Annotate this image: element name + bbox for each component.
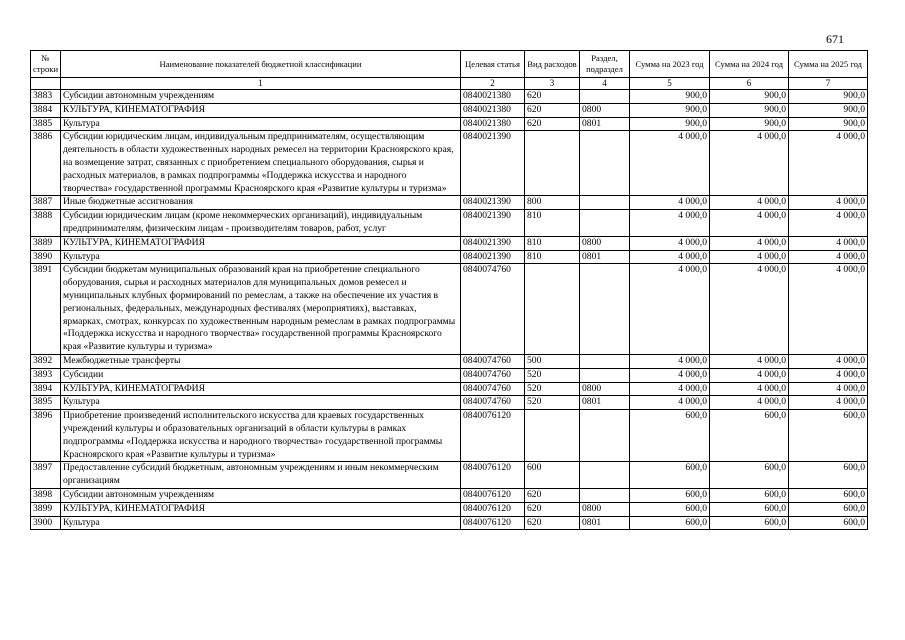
row-number: 3885 bbox=[31, 117, 61, 131]
row-target-article: 0840021390 bbox=[461, 236, 525, 250]
header-sum-2024: Сумма на 2024 год bbox=[710, 51, 789, 78]
row-expense-type: 500 bbox=[525, 354, 580, 368]
row-expense-type: 620 bbox=[525, 502, 580, 516]
row-sum-2023: 4 000,0 bbox=[630, 250, 710, 264]
row-number: 3893 bbox=[31, 368, 61, 382]
column-numbers-row bbox=[31, 78, 868, 90]
row-sum-2023: 4 000,0 bbox=[630, 368, 710, 382]
row-expense-type: 600 bbox=[525, 462, 580, 489]
row-sum-2024: 4 000,0 bbox=[710, 264, 789, 355]
table-row bbox=[31, 368, 868, 382]
row-target-article: 0840021390 bbox=[461, 210, 525, 237]
row-sum-2025: 4 000,0 bbox=[789, 264, 868, 355]
row-section: 0800 bbox=[580, 236, 630, 250]
table-row bbox=[31, 502, 868, 516]
row-expense-type: 520 bbox=[525, 396, 580, 410]
row-section: 0800 bbox=[580, 382, 630, 396]
row-sum-2025: 900,0 bbox=[789, 103, 868, 117]
table-row bbox=[31, 264, 868, 355]
row-sum-2023: 600,0 bbox=[630, 462, 710, 489]
row-sum-2024: 900,0 bbox=[710, 90, 789, 104]
column-number: 6 bbox=[710, 78, 789, 90]
row-name: Культура bbox=[61, 396, 461, 410]
row-sum-2024: 600,0 bbox=[710, 410, 789, 462]
row-section: 0800 bbox=[580, 502, 630, 516]
row-sum-2025: 4 000,0 bbox=[789, 196, 868, 210]
row-sum-2024: 4 000,0 bbox=[710, 210, 789, 237]
row-section bbox=[580, 354, 630, 368]
row-target-article: 0840021380 bbox=[461, 90, 525, 104]
row-target-article: 0840074760 bbox=[461, 368, 525, 382]
row-expense-type: 800 bbox=[525, 196, 580, 210]
header-sum-2023: Сумма на 2023 год bbox=[630, 51, 710, 78]
column-number: 7 bbox=[789, 78, 868, 90]
table-row bbox=[31, 382, 868, 396]
row-name: Предоставление субсидий бюджетным, автономным учреждениям и иным некоммерческим организациям bbox=[61, 462, 461, 489]
header-name: Наименование показателей бюджетной классификации bbox=[61, 51, 461, 78]
row-sum-2024: 4 000,0 bbox=[710, 368, 789, 382]
row-number: 3890 bbox=[31, 250, 61, 264]
row-sum-2025: 600,0 bbox=[789, 462, 868, 489]
row-name: Иные бюджетные ассигнования bbox=[61, 196, 461, 210]
row-sum-2023: 4 000,0 bbox=[630, 236, 710, 250]
row-expense-type: 620 bbox=[525, 117, 580, 131]
row-section bbox=[580, 90, 630, 104]
row-name: Субсидии автономным учреждениям bbox=[61, 488, 461, 502]
row-sum-2023: 4 000,0 bbox=[630, 210, 710, 237]
row-target-article: 0840076120 bbox=[461, 488, 525, 502]
table-body bbox=[31, 90, 868, 530]
row-section bbox=[580, 131, 630, 196]
row-expense-type: 620 bbox=[525, 103, 580, 117]
row-expense-type: 810 bbox=[525, 250, 580, 264]
row-expense-type bbox=[525, 264, 580, 355]
row-section bbox=[580, 368, 630, 382]
row-sum-2025: 600,0 bbox=[789, 488, 868, 502]
row-sum-2025: 900,0 bbox=[789, 117, 868, 131]
table-row bbox=[31, 516, 868, 530]
row-sum-2023: 4 000,0 bbox=[630, 264, 710, 355]
table-row bbox=[31, 196, 868, 210]
row-name: Субсидии юридическим лицам, индивидуальным предпринимателям, осуществляющим деятельность в области художественных народных ремесел на территории Красноярского края, на возмещение затрат, связанных с приобретением специального оборудования, сырья и расходных материалов, в рамках подпрограммы «Поддержка искусства и народного творчества» государственной программы Красноярского края «Развитие культуры и туризма» bbox=[61, 131, 461, 196]
row-expense-type: 810 bbox=[525, 236, 580, 250]
row-sum-2024: 4 000,0 bbox=[710, 382, 789, 396]
column-number: 4 bbox=[580, 78, 630, 90]
row-name: КУЛЬТУРА, КИНЕМАТОГРАФИЯ bbox=[61, 236, 461, 250]
column-number bbox=[31, 78, 61, 90]
row-section bbox=[580, 462, 630, 489]
column-number: 3 bbox=[525, 78, 580, 90]
row-name: Межбюджетные трансферты bbox=[61, 354, 461, 368]
row-expense-type: 520 bbox=[525, 368, 580, 382]
row-sum-2024: 600,0 bbox=[710, 502, 789, 516]
row-name: Культура bbox=[61, 516, 461, 530]
row-section: 0801 bbox=[580, 516, 630, 530]
row-number: 3898 bbox=[31, 488, 61, 502]
row-number: 3896 bbox=[31, 410, 61, 462]
row-number: 3897 bbox=[31, 462, 61, 489]
row-name: Субсидии автономным учреждениям bbox=[61, 90, 461, 104]
header-target-article: Целевая статья bbox=[461, 51, 525, 78]
row-name: Субсидии юридическим лицам (кроме некоммерческих организаций), индивидуальным предпринимателям, физическим лицам - производителям товаров, работ, услуг bbox=[61, 210, 461, 237]
row-section bbox=[580, 210, 630, 237]
row-target-article: 0840074760 bbox=[461, 396, 525, 410]
table-row bbox=[31, 210, 868, 237]
row-target-article: 0840074760 bbox=[461, 354, 525, 368]
row-sum-2024: 4 000,0 bbox=[710, 354, 789, 368]
row-sum-2025: 4 000,0 bbox=[789, 210, 868, 237]
table-row bbox=[31, 103, 868, 117]
row-target-article: 0840076120 bbox=[461, 410, 525, 462]
row-number: 3883 bbox=[31, 90, 61, 104]
row-sum-2025: 4 000,0 bbox=[789, 354, 868, 368]
row-name: КУЛЬТУРА, КИНЕМАТОГРАФИЯ bbox=[61, 382, 461, 396]
row-sum-2024: 4 000,0 bbox=[710, 196, 789, 210]
row-sum-2025: 4 000,0 bbox=[789, 131, 868, 196]
row-number: 3899 bbox=[31, 502, 61, 516]
row-expense-type: 620 bbox=[525, 90, 580, 104]
row-section bbox=[580, 196, 630, 210]
row-sum-2025: 600,0 bbox=[789, 502, 868, 516]
row-name: КУЛЬТУРА, КИНЕМАТОГРАФИЯ bbox=[61, 502, 461, 516]
row-section: 0801 bbox=[580, 396, 630, 410]
row-expense-type: 520 bbox=[525, 382, 580, 396]
row-sum-2023: 600,0 bbox=[630, 488, 710, 502]
row-number: 3884 bbox=[31, 103, 61, 117]
header-expense-type: Вид расходов bbox=[525, 51, 580, 78]
row-expense-type: 810 bbox=[525, 210, 580, 237]
row-sum-2023: 900,0 bbox=[630, 103, 710, 117]
row-name: КУЛЬТУРА, КИНЕМАТОГРАФИЯ bbox=[61, 103, 461, 117]
row-target-article: 0840021390 bbox=[461, 131, 525, 196]
row-target-article: 0840074760 bbox=[461, 264, 525, 355]
row-expense-type bbox=[525, 410, 580, 462]
row-sum-2024: 600,0 bbox=[710, 462, 789, 489]
table-row bbox=[31, 90, 868, 104]
row-target-article: 0840074760 bbox=[461, 382, 525, 396]
table-row bbox=[31, 131, 868, 196]
table-row bbox=[31, 396, 868, 410]
row-sum-2023: 4 000,0 bbox=[630, 354, 710, 368]
row-sum-2024: 600,0 bbox=[710, 488, 789, 502]
row-sum-2025: 4 000,0 bbox=[789, 250, 868, 264]
row-target-article: 0840021390 bbox=[461, 250, 525, 264]
row-expense-type bbox=[525, 131, 580, 196]
row-sum-2023: 900,0 bbox=[630, 90, 710, 104]
row-sum-2023: 600,0 bbox=[630, 502, 710, 516]
table-row bbox=[31, 250, 868, 264]
row-section: 0800 bbox=[580, 103, 630, 117]
column-number: 5 bbox=[630, 78, 710, 90]
row-sum-2023: 4 000,0 bbox=[630, 396, 710, 410]
row-name: Культура bbox=[61, 250, 461, 264]
row-section bbox=[580, 410, 630, 462]
row-sum-2025: 900,0 bbox=[789, 90, 868, 104]
row-sum-2024: 4 000,0 bbox=[710, 236, 789, 250]
row-number: 3895 bbox=[31, 396, 61, 410]
row-number: 3889 bbox=[31, 236, 61, 250]
row-target-article: 0840021390 bbox=[461, 196, 525, 210]
row-target-article: 0840076120 bbox=[461, 502, 525, 516]
row-sum-2023: 600,0 bbox=[630, 516, 710, 530]
row-sum-2024: 4 000,0 bbox=[710, 131, 789, 196]
row-sum-2025: 4 000,0 bbox=[789, 396, 868, 410]
table-header-row bbox=[31, 51, 868, 78]
row-sum-2025: 4 000,0 bbox=[789, 236, 868, 250]
row-sum-2025: 4 000,0 bbox=[789, 382, 868, 396]
row-target-article: 0840076120 bbox=[461, 516, 525, 530]
row-sum-2025: 4 000,0 bbox=[789, 368, 868, 382]
row-target-article: 0840076120 bbox=[461, 462, 525, 489]
table-row bbox=[31, 488, 868, 502]
row-name: Субсидии bbox=[61, 368, 461, 382]
row-expense-type: 620 bbox=[525, 516, 580, 530]
row-sum-2024: 900,0 bbox=[710, 117, 789, 131]
row-target-article: 0840021380 bbox=[461, 117, 525, 131]
row-sum-2024: 4 000,0 bbox=[710, 396, 789, 410]
row-name: Приобретение произведений исполнительского искусства для краевых государственных учреждений культуры и образовательных организаций в области культуры в рамках подпрограммы «Поддержка искусства и народного творчества» государственной программы Красноярского края «Развитие культуры и туризма» bbox=[61, 410, 461, 462]
row-section bbox=[580, 264, 630, 355]
row-section: 0801 bbox=[580, 250, 630, 264]
row-sum-2023: 4 000,0 bbox=[630, 131, 710, 196]
row-sum-2024: 900,0 bbox=[710, 103, 789, 117]
header-sum-2025: Сумма на 2025 год bbox=[789, 51, 868, 78]
row-sum-2024: 600,0 bbox=[710, 516, 789, 530]
row-sum-2023: 900,0 bbox=[630, 117, 710, 131]
row-target-article: 0840021380 bbox=[461, 103, 525, 117]
row-number: 3886 bbox=[31, 131, 61, 196]
table-row bbox=[31, 354, 868, 368]
column-number: 2 bbox=[461, 78, 525, 90]
row-number: 3894 bbox=[31, 382, 61, 396]
table-row bbox=[31, 410, 868, 462]
page-number: 671 bbox=[826, 32, 844, 46]
table-row bbox=[31, 236, 868, 250]
header-row-number: № строки bbox=[31, 51, 61, 78]
row-name: Культура bbox=[61, 117, 461, 131]
row-section bbox=[580, 488, 630, 502]
table-row bbox=[31, 117, 868, 131]
row-sum-2025: 600,0 bbox=[789, 516, 868, 530]
row-number: 3888 bbox=[31, 210, 61, 237]
row-sum-2023: 4 000,0 bbox=[630, 196, 710, 210]
row-number: 3892 bbox=[31, 354, 61, 368]
budget-table bbox=[30, 50, 868, 530]
row-number: 3891 bbox=[31, 264, 61, 355]
row-sum-2023: 600,0 bbox=[630, 410, 710, 462]
row-name: Субсидии бюджетам муниципальных образований края на приобретение специального оборудования, сырья и расходных материалов для муниципальных домов ремесел и муниципальных клубных формирований по ремеслам, а также на обеспечение их участия в региональных, федеральных, международных фестивалях (мероприятиях), выставках, ярмарках, смотрах, конкурсах по художественным народным ремеслам в рамках подпрограммы «Поддержка искусства и народного творчества» государственной программы Красноярского края «Развитие культуры и туризма» bbox=[61, 264, 461, 355]
row-number: 3900 bbox=[31, 516, 61, 530]
row-sum-2024: 4 000,0 bbox=[710, 250, 789, 264]
row-section: 0801 bbox=[580, 117, 630, 131]
header-section: Раздел, подраздел bbox=[580, 51, 630, 78]
row-sum-2025: 600,0 bbox=[789, 410, 868, 462]
row-number: 3887 bbox=[31, 196, 61, 210]
table-row bbox=[31, 462, 868, 489]
row-sum-2023: 4 000,0 bbox=[630, 382, 710, 396]
row-expense-type: 620 bbox=[525, 488, 580, 502]
column-number: 1 bbox=[61, 78, 461, 90]
